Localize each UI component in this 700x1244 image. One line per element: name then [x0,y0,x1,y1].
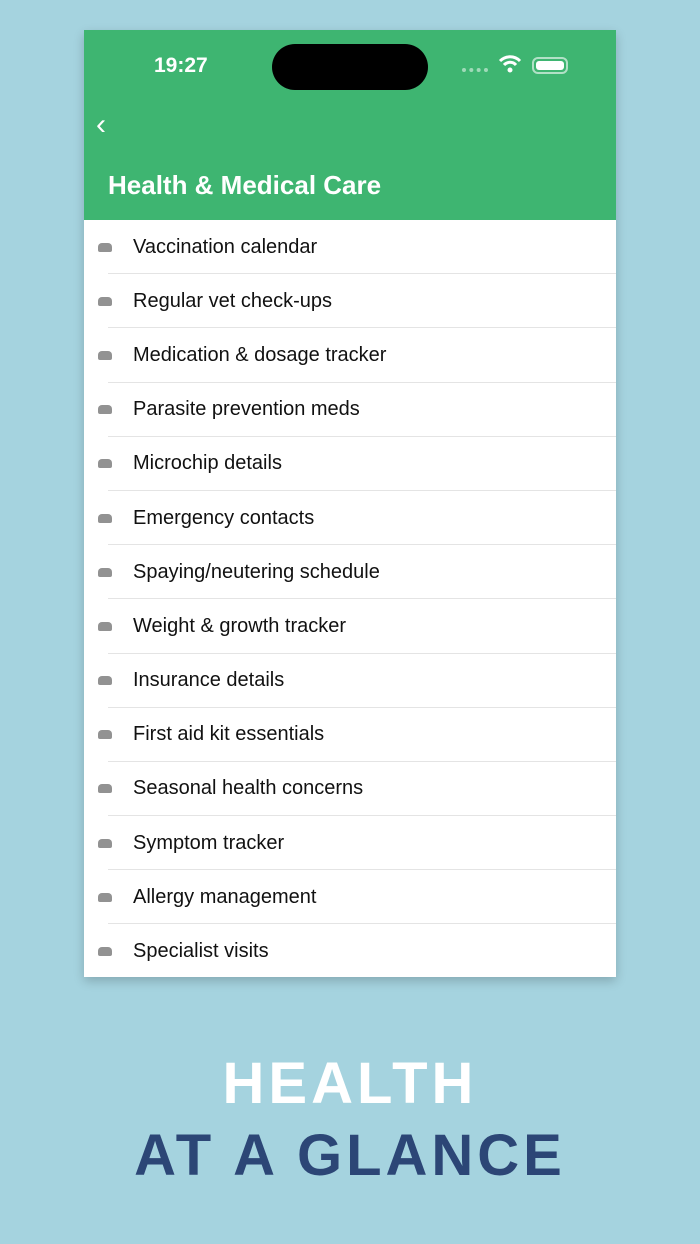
list-item[interactable] [84,437,616,491]
list-item-label: Medication & dosage tracker [133,343,387,366]
list-item-label: Seasonal health concerns [133,777,364,800]
pet-icon [98,405,112,414]
page-title: Health & Medical Care [108,170,382,200]
list-item[interactable] [84,328,616,382]
signal-icon [462,68,488,72]
pet-icon [98,893,112,902]
dynamic-island [272,44,428,90]
list-item[interactable] [84,545,616,599]
phone-screen [84,30,616,977]
status-time: 19:27 [154,54,208,77]
pet-icon [98,676,112,685]
tagline-line2: AT A GLANCE [134,1123,566,1188]
list-item[interactable] [84,383,616,437]
list-item[interactable] [84,654,616,708]
tagline-line1: HEALTH [222,1051,478,1116]
list-item-label: First aid kit essentials [133,723,325,746]
pet-icon [98,568,112,577]
list-item-label: Vaccination calendar [133,235,318,258]
list-item-label: Specialist visits [133,940,269,963]
pet-icon [98,459,112,468]
list-item[interactable] [84,599,616,653]
pet-icon [98,243,112,252]
list-item[interactable] [84,762,616,816]
list-item-label: Weight & growth tracker [133,614,347,637]
list-item-label: Emergency contacts [133,506,315,529]
battery-icon [532,57,568,74]
list-item-label: Microchip details [133,452,282,475]
pet-icon [98,297,112,306]
list-item[interactable] [84,708,616,762]
list-item-label: Spaying/neutering schedule [133,560,380,583]
list-item-label: Regular vet check-ups [133,289,332,312]
pet-icon [98,839,112,848]
list-item[interactable] [84,924,616,978]
list-item-label: Symptom tracker [133,831,285,854]
list-item[interactable] [84,491,616,545]
item-list [84,220,616,979]
pet-icon [98,514,112,523]
list-item[interactable] [84,220,616,274]
list-item-label: Parasite prevention meds [133,398,360,421]
pet-icon [98,784,112,793]
wifi-icon [498,54,522,74]
list-item-label: Insurance details [133,669,285,692]
back-button[interactable]: ‹ [96,108,106,141]
pet-icon [98,351,112,360]
list-item[interactable] [84,274,616,328]
list-item[interactable] [84,816,616,870]
list-item[interactable] [84,870,616,924]
pet-icon [98,730,112,739]
pet-icon [98,622,112,631]
pet-icon [98,947,112,956]
list-item-label: Allergy management [133,885,317,908]
nav-header [84,30,616,220]
